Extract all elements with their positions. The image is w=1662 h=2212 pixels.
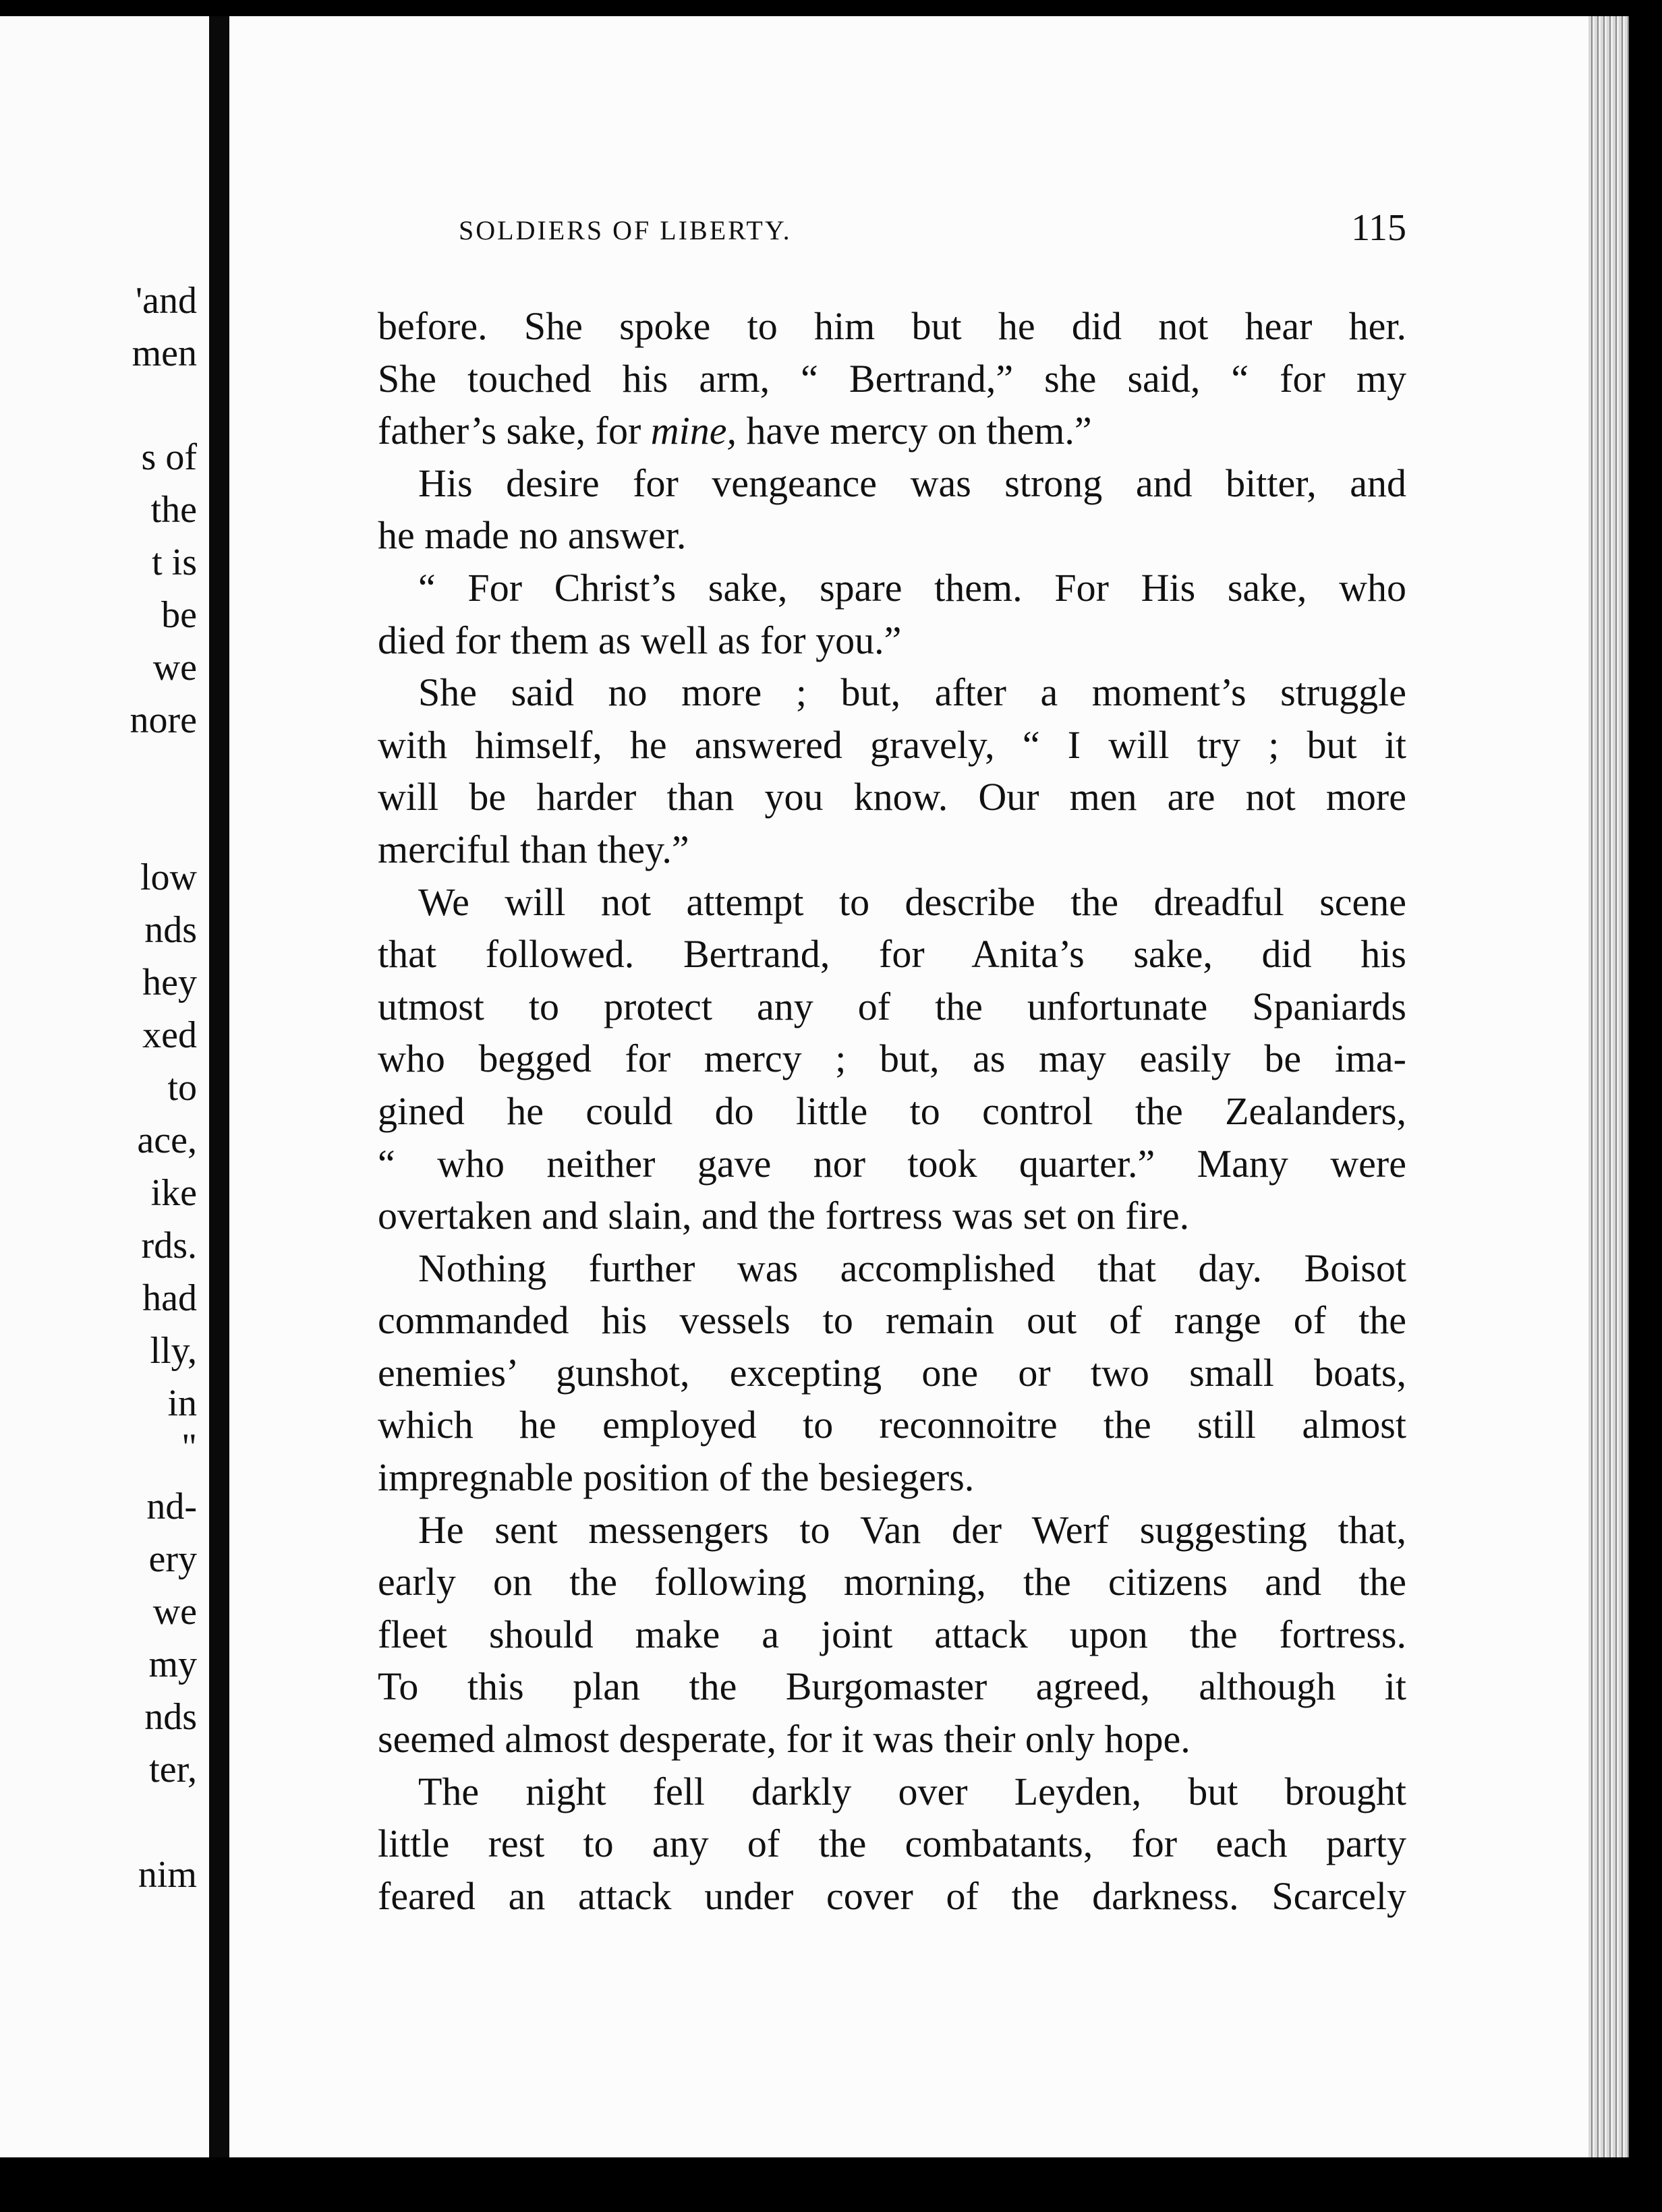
text-line: feared an attack under cover of the darkness. Scarcely [378, 1873, 1406, 1918]
text-line: that followed. Bertrand, for Anita’s sake, did his [378, 932, 1406, 977]
text-line: impregnable position of the besiegers. [378, 1455, 975, 1500]
running-head: SOLDIERS OF LIBERTY. [459, 215, 792, 245]
left-fragment: t is [152, 542, 197, 583]
left-fragment: we [152, 647, 197, 689]
paragraph [378, 876, 1406, 1242]
left-fragment: ter, [149, 1749, 197, 1791]
text-line: will be harder than you know. Our men are not more [378, 775, 1406, 819]
text-line: which he employed to reconnoitre the still almost [378, 1403, 1406, 1447]
text-line: He sent messengers to Van der Werf suggesting that, [418, 1507, 1406, 1552]
text-line: To this plan the Burgomaster agreed, although it [378, 1664, 1406, 1709]
text-line: gined he could do little to control the Zealanders, [378, 1088, 1406, 1133]
paragraph [378, 300, 1406, 457]
text-line: “ who neither gave nor took quarter.” Many were [378, 1141, 1406, 1186]
left-fragment: ery [148, 1538, 197, 1580]
left-fragment: s of [141, 436, 197, 478]
text-line: before. She spoke to him but he did not hear her. [378, 304, 1406, 348]
text-span: father’s sake, for [378, 409, 651, 453]
text-line [378, 405, 1406, 457]
paragraph [378, 562, 1406, 666]
text-line: She said no more ; but, after a moment’s struggle [418, 670, 1406, 715]
left-fragment: 'and [136, 280, 197, 322]
paragraph [378, 1504, 1406, 1766]
text-line: merciful than they.” [378, 827, 689, 871]
text-line: seemed almost desperate, for it was their only hope. [378, 1717, 1191, 1762]
left-fragment: be [161, 594, 197, 636]
left-fragment: my [148, 1643, 197, 1685]
left-fragment: rds. [141, 1225, 197, 1267]
paragraph [378, 666, 1406, 875]
left-facing-page [0, 16, 209, 2157]
left-fragment: we [152, 1591, 197, 1633]
text-line: She touched his arm, “ Bertrand,” she said, “ for my [378, 356, 1406, 401]
text-line: who begged for mercy ; but, as may easily be ima- [378, 1037, 1406, 1081]
left-fragment: had [142, 1277, 197, 1319]
left-fragment: ike [150, 1172, 197, 1214]
left-fragment: " [181, 1426, 197, 1468]
text-line: early on the following morning, the citizens and the [378, 1560, 1406, 1604]
text-line: overtaken and slain, and the fortress was set on fire. [378, 1194, 1190, 1238]
left-fragment: men [132, 332, 197, 374]
text-line: utmost to protect any of the unfortunate Spaniards [378, 984, 1406, 1028]
text-line: he made no answer. [378, 513, 687, 558]
book-gutter [209, 16, 229, 2157]
text-line: The night fell darkly over Leyden, but brought [418, 1769, 1406, 1813]
left-fragment: hey [142, 962, 197, 1003]
left-fragment: nore [130, 699, 197, 741]
left-fragment: lly, [150, 1330, 197, 1372]
text-line: died for them as well as for you.” [378, 618, 902, 662]
left-fragment: in [167, 1382, 197, 1424]
text-span: have mercy on them.” [737, 409, 1092, 453]
text-line: enemies’ gunshot, excepting one or two small boats, [378, 1350, 1406, 1395]
left-fragment: nd- [146, 1486, 197, 1527]
text-line: commanded his vessels to remain out of range of the [378, 1298, 1406, 1343]
page-edges [1588, 16, 1629, 2157]
paragraph [378, 1242, 1406, 1504]
text-line: We will not attempt to describe the dreadful scene [418, 879, 1406, 924]
text-line: little rest to any of the combatants, for each party [378, 1822, 1406, 1866]
left-fragment: ace, [137, 1119, 197, 1161]
emphasis: mine, [650, 409, 737, 453]
paragraph [378, 457, 1406, 562]
text-line: with himself, he answered gravely, “ I will try ; but it [378, 722, 1406, 767]
left-fragment: xed [142, 1014, 197, 1056]
left-fragment: low [140, 856, 197, 898]
left-fragment: nds [144, 909, 197, 951]
text-line: “ For Christ’s sake, spare them. For His sake, who [418, 565, 1406, 610]
page-number: 115 [1351, 207, 1406, 249]
text-line: His desire for vengeance was strong and bitter, and [418, 461, 1406, 505]
left-fragment: the [150, 489, 197, 531]
paragraph [378, 1766, 1406, 1923]
text-line: fleet should make a joint attack upon the fortress. [378, 1612, 1406, 1656]
body-text [378, 300, 1406, 1922]
left-fragment: to [167, 1067, 197, 1109]
left-fragment: nds [144, 1696, 197, 1738]
left-fragment: nim [138, 1854, 197, 1896]
text-line: Nothing further was accomplished that day. Boisot [418, 1246, 1406, 1290]
